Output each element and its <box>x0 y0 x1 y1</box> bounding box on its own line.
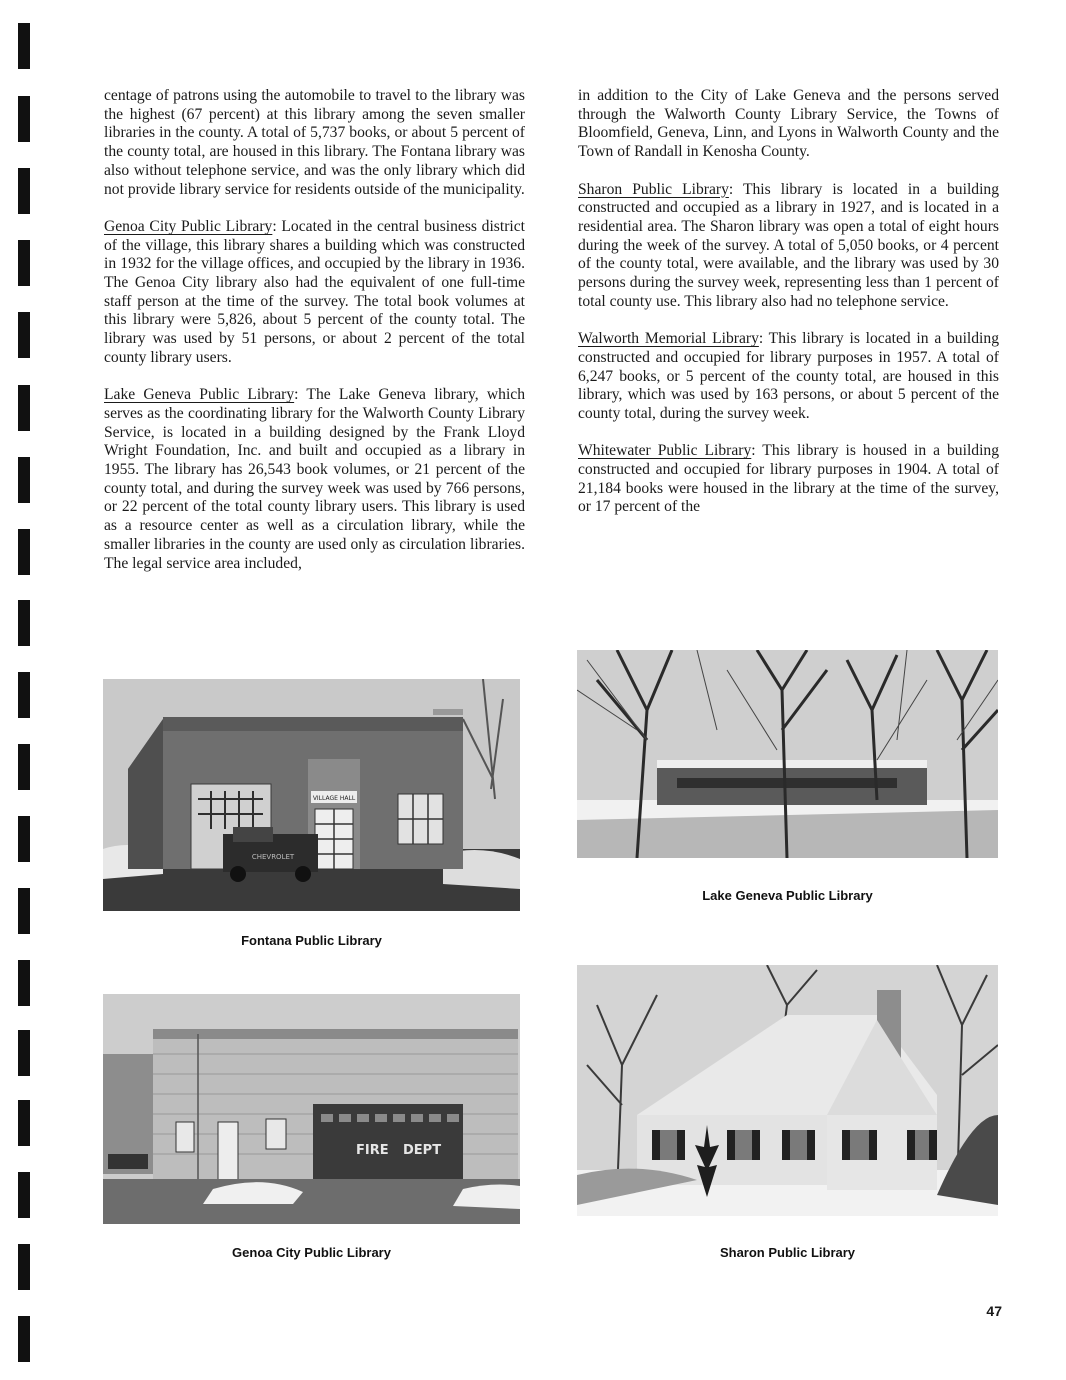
lake-geneva-paragraph-continued: in addition to the City of Lake Geneva and the persons served through the Walworth County Library Service, the Towns of Bloomfield, Geneva, Linn, and Lyons in Walworth County and the Town of Randall in Kenosha County. <box>578 87 999 161</box>
binding-hole <box>18 529 30 575</box>
binding-hole <box>18 96 30 142</box>
binding-hole <box>18 600 30 646</box>
genoa-city-heading: Genoa City Public Library <box>104 217 273 235</box>
sharon-caption: Sharon Public Library <box>719 1245 856 1260</box>
sharon-heading: Sharon Public Library <box>578 180 729 198</box>
walworth-heading: Walworth Memorial Library <box>578 330 759 348</box>
genoa-city-body: : Located in the central business district of the village, this library shares a building which was constructed in 1932 for the village offices, and occupied by the library in 1936. The Genoa City library also had the equivalent of one full-time staff person at the time of the survey. The total book volumes at this library were 5,826, about 5 percent of the county total. The library was used by 51 persons, or about 2 percent of the total county library users. <box>104 217 525 366</box>
binding-hole <box>18 744 30 790</box>
lake-geneva-library-photo <box>577 650 998 858</box>
binding-hole <box>18 1100 30 1146</box>
binding-hole <box>18 457 30 503</box>
genoa-city-caption: Genoa City Public Library <box>232 1245 391 1260</box>
whitewater-heading: Whitewater Public Library <box>578 442 752 460</box>
binding-hole <box>18 672 30 718</box>
sharon-paragraph <box>578 181 999 312</box>
page-number: 47 <box>986 1303 1002 1319</box>
binding-hole <box>18 385 30 431</box>
lake-geneva-heading: Lake Geneva Public Library <box>104 386 295 404</box>
lake-geneva-body: : The Lake Geneva library, which serves as the coordinating library for the Walworth County Library Service, is located in a building designed by the Frank Lloyd Wright Foundation, Inc. and built and occupied as a library in 1955. The library has 26,543 book volumes, or 21 percent of the county total, and during the survey week was used by 766 persons, or 22 percent of the total county library users. This library is used as a resource center as well as a circulation library, while the smaller libraries in the county are used only as circulation libraries. The legal service area included, <box>104 386 525 572</box>
whitewater-paragraph <box>578 442 999 517</box>
binding-hole <box>18 1244 30 1290</box>
genoa-door-dept-text: DEPT <box>403 1143 442 1158</box>
fontana-truck-text: CHEVROLET <box>251 853 295 861</box>
genoa-city-paragraph <box>104 218 525 368</box>
genoa-city-library-photo <box>103 994 520 1224</box>
binding-holes <box>18 0 30 1380</box>
whitewater-body: : This library is housed in a building constructed and occupied for library purposes in 1904. A total of 21,184 books were housed in the library at the time of the survey, or 17 percent of the <box>578 442 999 516</box>
binding-hole <box>18 1030 30 1076</box>
binding-hole <box>18 888 30 934</box>
binding-hole <box>18 240 30 286</box>
fontana-caption: Fontana Public Library <box>241 933 382 948</box>
binding-hole <box>18 816 30 862</box>
left-text-column <box>104 87 525 592</box>
binding-hole <box>18 23 30 69</box>
binding-hole <box>18 168 30 214</box>
walworth-paragraph <box>578 330 999 424</box>
genoa-door-fire-text: FIRE <box>356 1143 389 1158</box>
right-text-column <box>578 87 999 536</box>
binding-hole <box>18 960 30 1006</box>
binding-hole <box>18 1316 30 1362</box>
binding-hole <box>18 312 30 358</box>
lake-geneva-caption: Lake Geneva Public Library <box>702 888 873 903</box>
walworth-body: : This library is located in a building constructed and occupied for library purposes in 1957. A total of 6,247 books, or 5 percent of the county total, are housed in this library, which was used by 163 persons, or about 5 percent of the county total, during the survey week. <box>578 330 999 422</box>
binding-hole <box>18 1172 30 1218</box>
lake-geneva-paragraph <box>104 386 525 573</box>
fontana-sign-text: VILLAGE HALL <box>312 795 356 802</box>
fontana-library-photo <box>103 679 520 911</box>
fontana-paragraph-continued: centage of patrons using the automobile to travel to the library was the highest (67 percent) at this library among the seven smaller libraries in the county. A total of 5,737 books, or about 5 percent of the county total, are housed in this library. The Fontana library was also without telephone service, and was the only library which did not provide library service for residents outside of the municipality. <box>104 87 525 198</box>
sharon-library-photo <box>577 965 998 1216</box>
sharon-body: : This library is located in a building constructed and occupied as a library in 1927, and is located in a residential area. The Sharon library was open a total of eight hours during the week of the survey. A total of 5,050 books, or 4 percent of the county total, were available, and the library was used by 30 persons during the survey week, representing less than 1 percent of total county use. This library also had no telephone service. <box>578 180 999 310</box>
